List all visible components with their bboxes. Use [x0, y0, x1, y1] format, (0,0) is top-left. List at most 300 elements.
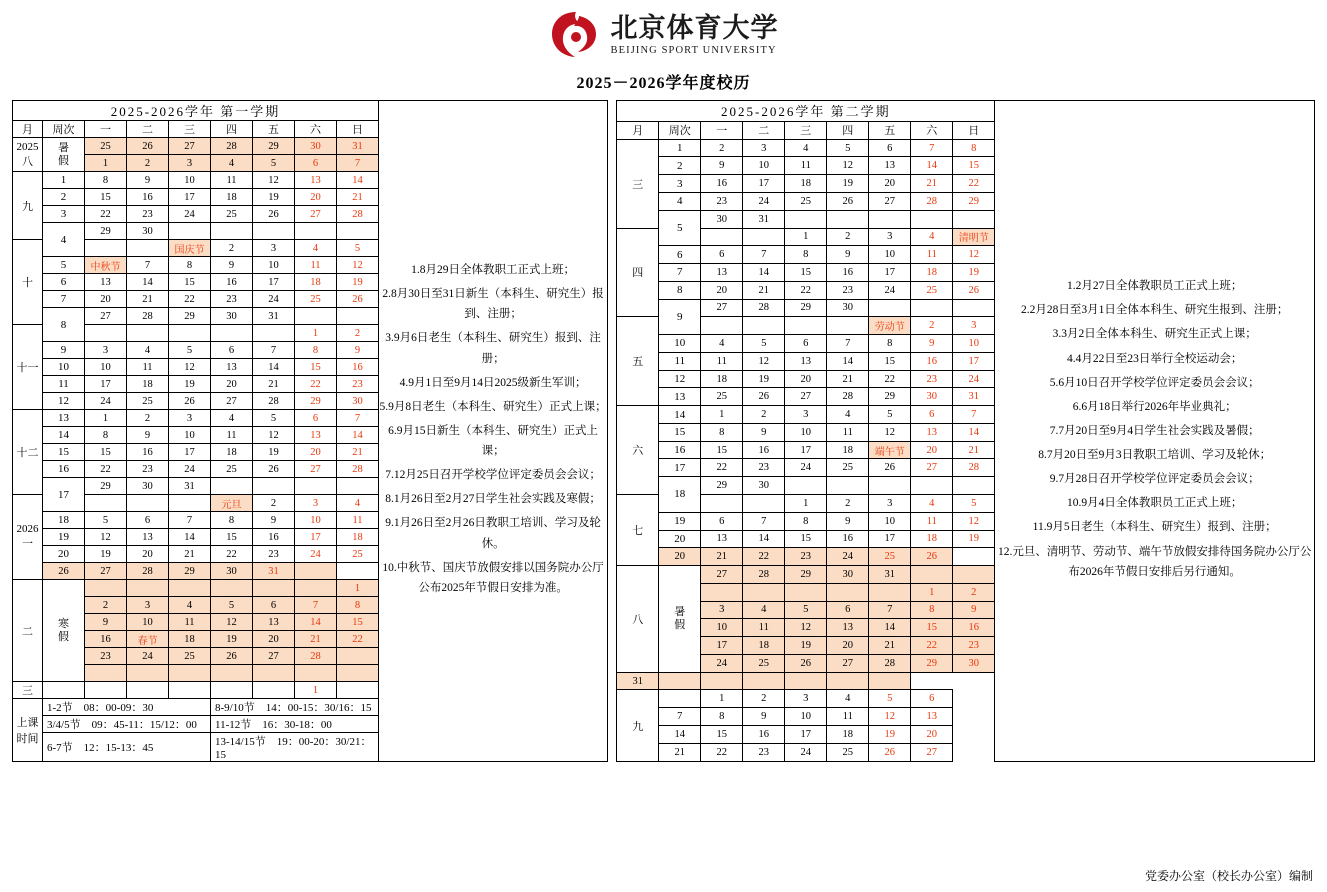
day-cell: 25	[295, 291, 337, 308]
day-cell: 5	[169, 342, 211, 359]
day-cell: 3	[743, 139, 785, 157]
month-cell: 九	[13, 172, 43, 240]
day-cell: 18	[911, 530, 953, 548]
week-cell: 5	[659, 210, 701, 246]
day-cell	[827, 210, 869, 228]
month-cell: 十	[13, 240, 43, 325]
day-cell: 28	[211, 138, 253, 155]
week-cell: 4	[43, 223, 85, 257]
university-logo-icon	[549, 10, 603, 60]
note-item: 10.中秋节、国庆节放假安排以国务院办公厅公布2025年节假日安排为准。	[382, 561, 604, 594]
day-cell: 26	[337, 291, 379, 308]
day-cell: 24	[785, 459, 827, 477]
day-cell: 16	[953, 619, 995, 637]
day-cell: 劳动节	[869, 317, 911, 335]
day-cell: 11	[911, 512, 953, 530]
day-cell: 26	[869, 459, 911, 477]
day-cell: 4	[911, 494, 953, 512]
day-cell	[337, 665, 379, 682]
day-cell: 21	[337, 189, 379, 206]
col-header-day-1: 一	[701, 121, 743, 139]
day-cell: 14	[169, 529, 211, 546]
day-cell: 3	[169, 155, 211, 172]
day-cell: 23	[743, 459, 785, 477]
day-cell: 19	[869, 725, 911, 743]
day-cell	[85, 325, 127, 342]
day-cell: 7	[827, 335, 869, 353]
day-cell: 20	[911, 725, 953, 743]
day-cell: 12	[953, 246, 995, 264]
week-cell: 3	[43, 206, 85, 223]
month-cell: 六	[617, 406, 659, 495]
day-cell: 10	[743, 157, 785, 175]
day-cell: 6	[127, 512, 169, 529]
day-cell: 27	[211, 393, 253, 410]
day-cell: 8	[211, 512, 253, 529]
day-cell: 28	[295, 648, 337, 665]
day-cell: 6	[911, 690, 953, 708]
day-cell: 9	[85, 614, 127, 631]
day-cell: 8	[911, 601, 953, 619]
day-cell	[911, 299, 953, 317]
day-cell: 8	[785, 512, 827, 530]
day-cell: 28	[337, 461, 379, 478]
day-cell: 21	[659, 743, 701, 761]
day-cell	[827, 583, 869, 601]
day-cell: 31	[253, 308, 295, 325]
day-cell: 15	[785, 530, 827, 548]
day-cell: 27	[295, 461, 337, 478]
day-cell: 21	[701, 548, 743, 566]
day-cell	[85, 665, 127, 682]
day-cell: 7	[253, 342, 295, 359]
day-cell: 25	[211, 461, 253, 478]
note-item: 1.8月29日全体教职工正式上班；	[411, 264, 576, 277]
day-cell: 30	[827, 566, 869, 584]
day-cell: 14	[253, 359, 295, 376]
day-cell	[169, 580, 211, 597]
day-cell: 18	[827, 725, 869, 743]
day-cell: 16	[743, 725, 785, 743]
day-cell	[743, 672, 785, 690]
day-cell: 29	[169, 563, 211, 580]
day-cell: 19	[337, 274, 379, 291]
day-cell: 9	[701, 157, 743, 175]
day-cell: 15	[701, 725, 743, 743]
day-cell: 11	[911, 246, 953, 264]
month-cell: 二	[13, 580, 43, 682]
day-cell: 10	[169, 427, 211, 444]
day-cell: 9	[337, 342, 379, 359]
day-cell: 17	[953, 352, 995, 370]
day-cell: 24	[85, 393, 127, 410]
day-cell: 24	[827, 548, 869, 566]
week-cell: 15	[659, 423, 701, 441]
day-cell: 7	[127, 257, 169, 274]
class-time-label: 上课 时间	[13, 699, 43, 762]
day-cell: 29	[85, 223, 127, 240]
day-cell: 1	[785, 494, 827, 512]
day-cell: 2	[911, 317, 953, 335]
day-cell: 13	[869, 157, 911, 175]
day-cell: 20	[211, 376, 253, 393]
day-cell: 26	[827, 192, 869, 210]
note-item: 7.12月25日召开学校学位评定委员会会议；	[385, 469, 601, 482]
day-cell: 30	[911, 388, 953, 406]
day-cell: 29	[295, 393, 337, 410]
day-cell	[253, 665, 295, 682]
day-cell: 12	[827, 157, 869, 175]
day-cell: 22	[169, 291, 211, 308]
day-cell: 13	[253, 614, 295, 631]
day-cell: 29	[253, 138, 295, 155]
day-cell: 4	[827, 690, 869, 708]
day-cell: 1	[295, 682, 337, 699]
week-cell: 3	[659, 175, 701, 193]
day-cell: 24	[869, 281, 911, 299]
day-cell: 4	[827, 406, 869, 424]
day-cell: 7	[337, 410, 379, 427]
day-cell: 3	[785, 690, 827, 708]
week-cell: 18	[659, 477, 701, 513]
day-cell: 4	[169, 597, 211, 614]
day-cell: 13	[85, 274, 127, 291]
col-header-month: 月	[617, 121, 659, 139]
day-cell: 29	[701, 477, 743, 495]
col-header-day-4: 四	[211, 121, 253, 138]
day-cell	[253, 325, 295, 342]
day-cell: 6	[869, 139, 911, 157]
day-cell: 5	[743, 335, 785, 353]
day-cell	[211, 682, 253, 699]
day-cell: 30	[211, 308, 253, 325]
day-cell: 16	[827, 530, 869, 548]
day-cell: 6	[211, 342, 253, 359]
day-cell: 3	[127, 597, 169, 614]
day-cell: 8	[785, 246, 827, 264]
col-header-day-7: 日	[337, 121, 379, 138]
day-cell: 16	[127, 444, 169, 461]
day-cell: 13	[127, 529, 169, 546]
month-cell: 十一	[13, 325, 43, 410]
week-cell: 20	[43, 546, 85, 563]
day-cell: 26	[253, 461, 295, 478]
day-cell: 23	[743, 743, 785, 761]
day-cell: 8	[85, 172, 127, 189]
day-cell: 24	[127, 648, 169, 665]
day-cell	[85, 240, 127, 257]
day-cell	[85, 682, 127, 699]
day-cell: 2	[127, 410, 169, 427]
day-cell: 31	[869, 566, 911, 584]
day-cell: 17	[701, 637, 743, 655]
day-cell: 8	[953, 139, 995, 157]
day-cell: 28	[953, 459, 995, 477]
day-cell: 3	[869, 228, 911, 246]
day-cell: 4	[211, 410, 253, 427]
day-cell: 17	[743, 175, 785, 193]
day-cell: 12	[85, 529, 127, 546]
day-cell: 元旦	[211, 495, 253, 512]
day-cell	[169, 325, 211, 342]
day-cell: 10	[953, 335, 995, 353]
day-cell: 29	[869, 388, 911, 406]
day-cell: 23	[785, 548, 827, 566]
day-cell: 19	[169, 376, 211, 393]
day-cell: 9	[743, 423, 785, 441]
day-cell: 2	[337, 325, 379, 342]
week-cell: 11	[659, 352, 701, 370]
day-cell: 国庆节	[169, 240, 211, 257]
day-cell: 14	[337, 427, 379, 444]
day-cell: 17	[869, 530, 911, 548]
day-cell: 30	[127, 223, 169, 240]
day-cell	[743, 494, 785, 512]
day-cell: 10	[785, 423, 827, 441]
day-cell: 9	[827, 246, 869, 264]
day-cell: 27	[85, 308, 127, 325]
day-cell	[211, 223, 253, 240]
week-cell: 2	[659, 157, 701, 175]
day-cell	[785, 583, 827, 601]
day-cell: 29	[785, 299, 827, 317]
day-cell: 6	[827, 601, 869, 619]
day-cell: 2	[253, 495, 295, 512]
day-cell: 27	[253, 648, 295, 665]
day-cell: 28	[743, 566, 785, 584]
day-cell: 21	[337, 444, 379, 461]
day-cell	[295, 223, 337, 240]
day-cell: 7	[169, 512, 211, 529]
day-cell	[869, 299, 911, 317]
day-cell: 7	[659, 708, 701, 726]
semester-title: 2025-2026学年 第二学期	[617, 101, 995, 122]
week-cell: 7	[659, 264, 701, 282]
logo-chinese-name: 北京体育大学	[610, 12, 779, 43]
day-cell	[169, 665, 211, 682]
day-cell: 3	[169, 410, 211, 427]
day-cell: 22	[295, 376, 337, 393]
day-cell: 16	[85, 631, 127, 648]
day-cell: 14	[827, 352, 869, 370]
week-cell: 9	[43, 342, 85, 359]
day-cell	[211, 665, 253, 682]
day-cell: 20	[701, 281, 743, 299]
day-cell: 18	[911, 264, 953, 282]
month-cell: 八	[617, 566, 659, 673]
day-cell: 16	[253, 529, 295, 546]
day-cell: 22	[911, 637, 953, 655]
day-cell: 23	[953, 637, 995, 655]
day-cell: 19	[253, 444, 295, 461]
semester2-table	[616, 100, 1315, 762]
day-cell: 16	[127, 189, 169, 206]
day-cell: 28	[253, 393, 295, 410]
day-cell	[953, 566, 995, 584]
day-cell: 21	[911, 175, 953, 193]
day-cell	[743, 317, 785, 335]
day-cell: 15	[953, 157, 995, 175]
day-cell: 21	[869, 637, 911, 655]
week-cell: 10	[659, 335, 701, 353]
month-cell: 五	[617, 317, 659, 406]
day-cell: 28	[869, 654, 911, 672]
day-cell: 14	[743, 530, 785, 548]
day-cell: 26	[43, 563, 85, 580]
day-cell: 17	[85, 376, 127, 393]
day-cell: 14	[869, 619, 911, 637]
month-cell: 2025 八	[13, 138, 43, 172]
day-cell: 3	[253, 240, 295, 257]
day-cell	[253, 682, 295, 699]
day-cell: 29	[911, 654, 953, 672]
day-cell: 3	[85, 342, 127, 359]
day-cell	[953, 210, 995, 228]
day-cell: 10	[127, 614, 169, 631]
note-item: 3.9月6日老生（本科生、研究生）报到、注册；	[385, 332, 601, 365]
day-cell: 9	[253, 512, 295, 529]
day-cell: 27	[701, 566, 743, 584]
day-cell: 1	[785, 228, 827, 246]
day-cell: 18	[211, 189, 253, 206]
day-cell	[953, 477, 995, 495]
day-cell: 21	[295, 631, 337, 648]
col-header-day-3: 三	[785, 121, 827, 139]
day-cell: 15	[295, 359, 337, 376]
col-header-day-6: 六	[911, 121, 953, 139]
month-cell: 九	[617, 690, 659, 762]
day-cell: 24	[953, 370, 995, 388]
day-cell: 6	[701, 512, 743, 530]
class-time-right: 13-14/15节 19：00-20：30/21：15	[211, 733, 379, 762]
day-cell: 13	[911, 708, 953, 726]
day-cell: 19	[953, 264, 995, 282]
day-cell: 31	[337, 138, 379, 155]
calendar-tables	[12, 100, 1315, 762]
day-cell	[911, 210, 953, 228]
day-cell: 10	[869, 246, 911, 264]
col-header-day-6: 六	[295, 121, 337, 138]
day-cell: 22	[953, 175, 995, 193]
day-cell: 7	[911, 139, 953, 157]
day-cell	[295, 580, 337, 597]
day-cell: 23	[127, 461, 169, 478]
week-cell: 15	[43, 444, 85, 461]
day-cell: 15	[869, 352, 911, 370]
day-cell	[659, 672, 701, 690]
day-cell: 24	[253, 291, 295, 308]
day-cell: 24	[743, 192, 785, 210]
day-cell: 11	[701, 352, 743, 370]
day-cell	[295, 308, 337, 325]
day-cell: 5	[869, 406, 911, 424]
day-cell: 18	[701, 370, 743, 388]
day-cell: 19	[827, 175, 869, 193]
day-cell: 20	[85, 291, 127, 308]
day-cell: 23	[127, 206, 169, 223]
day-cell	[743, 583, 785, 601]
day-cell	[701, 672, 743, 690]
day-cell: 28	[127, 308, 169, 325]
day-cell: 31	[953, 388, 995, 406]
day-cell: 16	[701, 175, 743, 193]
day-cell: 18	[127, 376, 169, 393]
day-cell: 20	[295, 444, 337, 461]
semester-notes	[995, 101, 1315, 762]
day-cell: 14	[659, 725, 701, 743]
day-cell	[85, 495, 127, 512]
week-cell: 13	[659, 388, 701, 406]
day-cell: 17	[869, 264, 911, 282]
day-cell	[785, 477, 827, 495]
month-cell: 四	[617, 228, 659, 317]
day-cell: 18	[169, 631, 211, 648]
day-cell: 5	[785, 601, 827, 619]
day-cell: 1	[337, 580, 379, 597]
week-cell: 8	[659, 281, 701, 299]
semester-notes	[379, 101, 608, 762]
day-cell: 4	[127, 342, 169, 359]
day-cell: 12	[337, 257, 379, 274]
day-cell	[869, 583, 911, 601]
day-cell: 14	[337, 172, 379, 189]
day-cell: 5	[827, 139, 869, 157]
note-item: 4.4月22日至23日举行全校运动会；	[1066, 352, 1243, 365]
col-header-month: 月	[13, 121, 43, 138]
day-cell: 10	[253, 257, 295, 274]
day-cell: 6	[785, 335, 827, 353]
day-cell: 25	[827, 743, 869, 761]
day-cell: 11	[169, 614, 211, 631]
day-cell: 24	[785, 743, 827, 761]
day-cell: 10	[295, 512, 337, 529]
day-cell: 27	[827, 654, 869, 672]
day-cell: 26	[743, 388, 785, 406]
day-cell: 15	[701, 441, 743, 459]
note-item: 3.3月2日全体本科生、研究生正式上课；	[1052, 328, 1257, 341]
day-cell: 12	[869, 708, 911, 726]
week-cell: 14	[43, 427, 85, 444]
day-cell: 14	[295, 614, 337, 631]
day-cell	[253, 580, 295, 597]
day-cell: 8	[869, 335, 911, 353]
day-cell: 24	[295, 546, 337, 563]
page-title: 2025－2026学年度校历	[576, 75, 751, 92]
day-cell: 22	[85, 206, 127, 223]
week-cell: 11	[43, 376, 85, 393]
day-cell: 26	[785, 654, 827, 672]
day-cell: 18	[211, 444, 253, 461]
day-cell: 18	[743, 637, 785, 655]
week-cell: 13	[43, 410, 85, 427]
day-cell: 25	[211, 206, 253, 223]
note-item: 8.1月26日至2月27日学生社会实践及寒假；	[385, 493, 601, 506]
day-cell	[827, 477, 869, 495]
week-cell: 5	[43, 257, 85, 274]
week-cell: 12	[43, 393, 85, 410]
day-cell: 17	[295, 529, 337, 546]
day-cell	[785, 210, 827, 228]
day-cell: 1	[701, 406, 743, 424]
day-cell: 春节	[127, 631, 169, 648]
day-cell: 13	[785, 352, 827, 370]
day-cell: 27	[85, 563, 127, 580]
day-cell: 17	[169, 189, 211, 206]
day-cell: 8	[701, 423, 743, 441]
day-cell: 3	[295, 495, 337, 512]
day-cell: 16	[211, 274, 253, 291]
day-cell: 2	[743, 406, 785, 424]
